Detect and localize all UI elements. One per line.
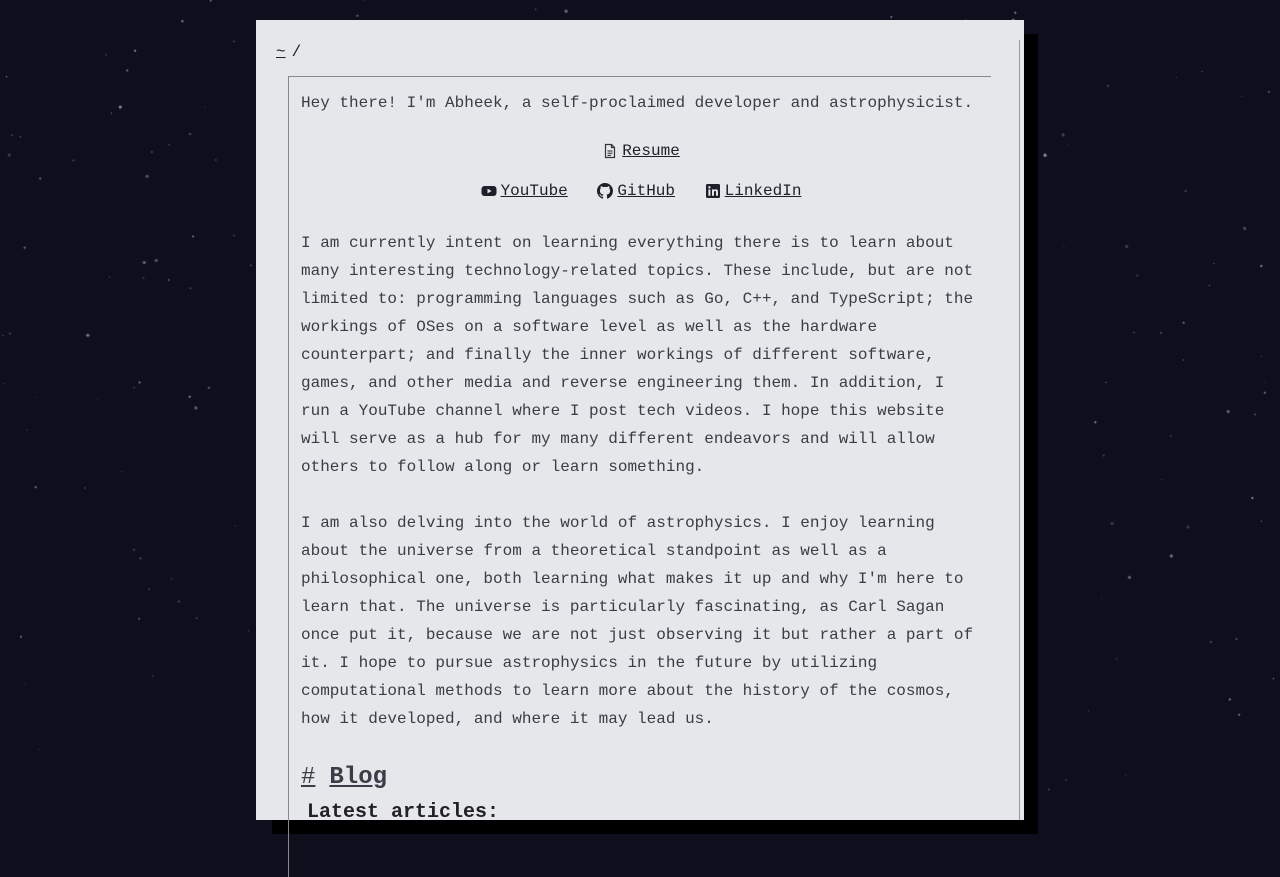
breadcrumb <box>276 42 301 62</box>
resume-row <box>301 137 981 169</box>
document-icon <box>602 143 618 159</box>
linkedin-icon <box>705 183 721 199</box>
blog-heading <box>301 763 981 793</box>
main-content <box>301 89 981 825</box>
youtube-link[interactable] <box>481 177 568 205</box>
intro-text: Hey there! I'm Abheek, a self-proclaimed developer and astrophysicist. <box>301 94 974 112</box>
window-right-rule <box>1019 40 1020 820</box>
content-frame <box>288 76 991 877</box>
about-astro-paragraph: I am also delving into the world of astrophysics. I enjoy learning about the universe from a theoretical standpoint as well as a philosophical one, both learning what makes it up and why I'm here to learn that. The universe is particularly fascinating, as Carl Sagan once put it, because we are not just observing it but rather a part of it. I hope to pursue astrophysics in the future by utilizing computational methods to learn more about the history of the cosmos, how it developed, and where it may lead us. <box>301 514 974 728</box>
linkedin-label: LinkedIn <box>724 182 802 200</box>
terminal-window <box>256 20 1024 824</box>
linkedin-link[interactable] <box>705 177 802 205</box>
youtube-label: YouTube <box>500 182 568 200</box>
resume-label: Resume <box>622 142 680 160</box>
about-tech-paragraph: I am currently intent on learning everything there is to learn about many interesting technology-related topics. These include, but are not limited to: programming languages such as Go, C++, and TypeScript; the workings of OSes on a software level as well as the hardware counterpart; and finally the inner workings of different software, games, and other media and reverse engineering them. In addition, I run a YouTube channel where I post tech videos. I hope this website will serve as a hub for my many different endeavors and will allow others to follow along or learn something. <box>301 234 974 476</box>
github-link[interactable] <box>597 177 675 205</box>
social-links <box>301 177 981 209</box>
blog-title: Blog <box>329 764 388 791</box>
latest-articles-heading: Latest articles: <box>307 801 500 824</box>
blog-anchor-link[interactable]: # <box>301 764 316 791</box>
resume-link[interactable] <box>602 137 680 165</box>
breadcrumb-separator: / <box>291 43 302 61</box>
youtube-icon <box>481 183 497 199</box>
github-icon <box>597 183 613 199</box>
home-link[interactable]: ~ <box>276 43 286 61</box>
github-label: GitHub <box>617 182 675 200</box>
